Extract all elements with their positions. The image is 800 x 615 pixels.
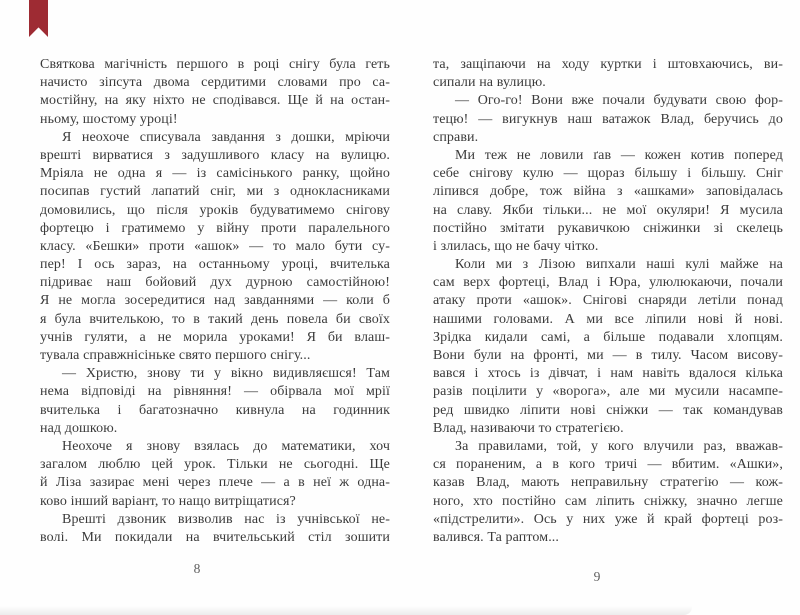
text-line: пер! І ось зараз, на останньому уроці, вчителька	[40, 257, 390, 273]
text-line: на славу. Якби тільки... не мої окуляри! Я мусила	[433, 202, 783, 218]
text-line: над дошкою.	[40, 420, 118, 436]
text-line: врешті вирватися з задушливого класу на вулицю.	[40, 147, 390, 163]
text-line: Вони були на фронті, ми — в тилу. Часом висову-	[433, 348, 783, 363]
text-line: справи.	[433, 129, 479, 145]
text-line: ного, хто постійно сам ліпить сніжку, значно легше	[433, 493, 783, 509]
text-line: казав Влад, мають неправильну стратегію — кож-	[433, 475, 783, 491]
text-line: класу. «Бешки» проти «ашок» — то мало бути су-	[40, 238, 390, 254]
text-line: посипав густий лапатий сніг, ми з однокласниками	[40, 184, 390, 200]
text-line: начисто зіпсута двома сердитими словами про са-	[40, 75, 390, 91]
text-line: — Ого-го! Вони вже почали будувати свою фор-	[455, 93, 783, 109]
text-line: постійно змітати рукавичкою сніжинки зі скелець	[433, 220, 783, 236]
text-line: Я не могла зосередитися над завданнями — коли б	[40, 293, 390, 309]
text-line: ліпився добре, тож війна з «ашками» заповідалась	[433, 184, 783, 200]
text-line: разів поцілити у «ворога», але ми мусили насампе-	[433, 384, 783, 400]
text-line: підриває наш бойовий дух дурною самостійною!	[40, 275, 390, 291]
text-line: Неохоче я знову взялась до математики, хоч	[62, 438, 390, 454]
text-line: — Христю, знову ти у вікно видивляєшся! Там	[62, 366, 390, 382]
text-line: волі. Ми покидали на вчительський стіл зошити	[40, 529, 390, 545]
text-line: себе снігову кулю — щораз більшу і більшу. Сніг	[433, 166, 783, 182]
page-left[interactable]	[40, 56, 390, 547]
text-line: За правилами, той, у кого влучили раз, вважав-	[455, 438, 783, 454]
text-line: вався і хтось із дівчат, і нам навіть вдалося кілька	[433, 366, 783, 382]
page-number-left: 8	[193, 561, 201, 576]
page-right[interactable]	[433, 56, 783, 547]
text-line: ково інший варіант, то нащо витріщатися?	[40, 493, 296, 509]
text-line: сипали на вулицю.	[433, 75, 546, 91]
text-line: домовились, що після уроків будуватимемо снігову	[40, 202, 390, 218]
text-line: «підстрелити». Ось у них уже й край фортеці роз-	[433, 511, 783, 527]
text-line: ньому, шостому уроці!	[40, 111, 178, 127]
text-line: Влад, називаючи то стратегією.	[433, 420, 624, 436]
text-line: фортецю і гратимемо у війну проти паралельного	[40, 220, 390, 236]
text-line: нема відповіді на рівняння! — обірвала мої мрії	[40, 384, 390, 400]
text-line: Мріяла не одна я — із самісінького ранку, щойно	[40, 166, 390, 182]
text-line: валився. Та раптом...	[433, 529, 559, 545]
text-line: я була вчителькою, то в такий день повела би своїх	[40, 311, 390, 327]
text-line: та, защіпаючи на ходу куртки і штовхаючись, ви-	[433, 57, 783, 72]
text-line: Ми теж не ловили ґав — кожен котив поперед	[455, 147, 783, 163]
text-line: Я неохоче списувала завдання з дошки, мріючи	[62, 129, 390, 145]
text-line: і злилась, що не бачу чітко.	[433, 238, 599, 254]
text-line: вчителька і багатозначно кивнула на годинник	[40, 402, 390, 418]
text-line: ся пораненим, а в кого тричі — вбитим. «Ашки»,	[433, 457, 783, 473]
text-line: Зрідка кидали самі, а більше подавали хлопцям.	[433, 329, 783, 345]
text-line: й Ліза зазирає мені через плече — а в неї ж одна-	[40, 475, 390, 491]
page-number-right: 9	[593, 569, 601, 584]
text-line: ред швидко ліпити нові сніжки — так командував	[433, 402, 783, 418]
text-line: Врешті дзвоник визволив нас із учнівської не-	[62, 511, 390, 527]
text-line: сам верх фортеці, Влад і Юра, улюлюкаючи, почали	[433, 275, 783, 291]
page-bottom-shadow	[0, 606, 692, 615]
text-line: тецю! — вигукнув наш ватажок Влад, беручись до	[433, 111, 783, 127]
text-line: загалом люблю цей урок. Тільки не сьогодні. Ще	[40, 457, 390, 473]
text-line: Коли ми з Лізою випхали наші кулі майже на	[455, 257, 783, 273]
text-line: учнів гуляти, а не морила уроками! Я би влаш-	[40, 329, 390, 345]
text-line: нашими головами. А ми все ліпили нові й нові.	[433, 311, 783, 327]
text-line: атаку проти «ашок». Снігові снаряди летіли понад	[433, 293, 783, 309]
text-line: мостійну, на яку ніхто не сподівався. Ще й на остан-	[40, 93, 390, 109]
text-line: Святкова магічність першого в році снігу була геть	[40, 57, 390, 72]
text-line: тувала справжнісіньке свято першого снігу...	[40, 348, 311, 363]
bookmark-ribbon-icon[interactable]	[29, 0, 48, 37]
